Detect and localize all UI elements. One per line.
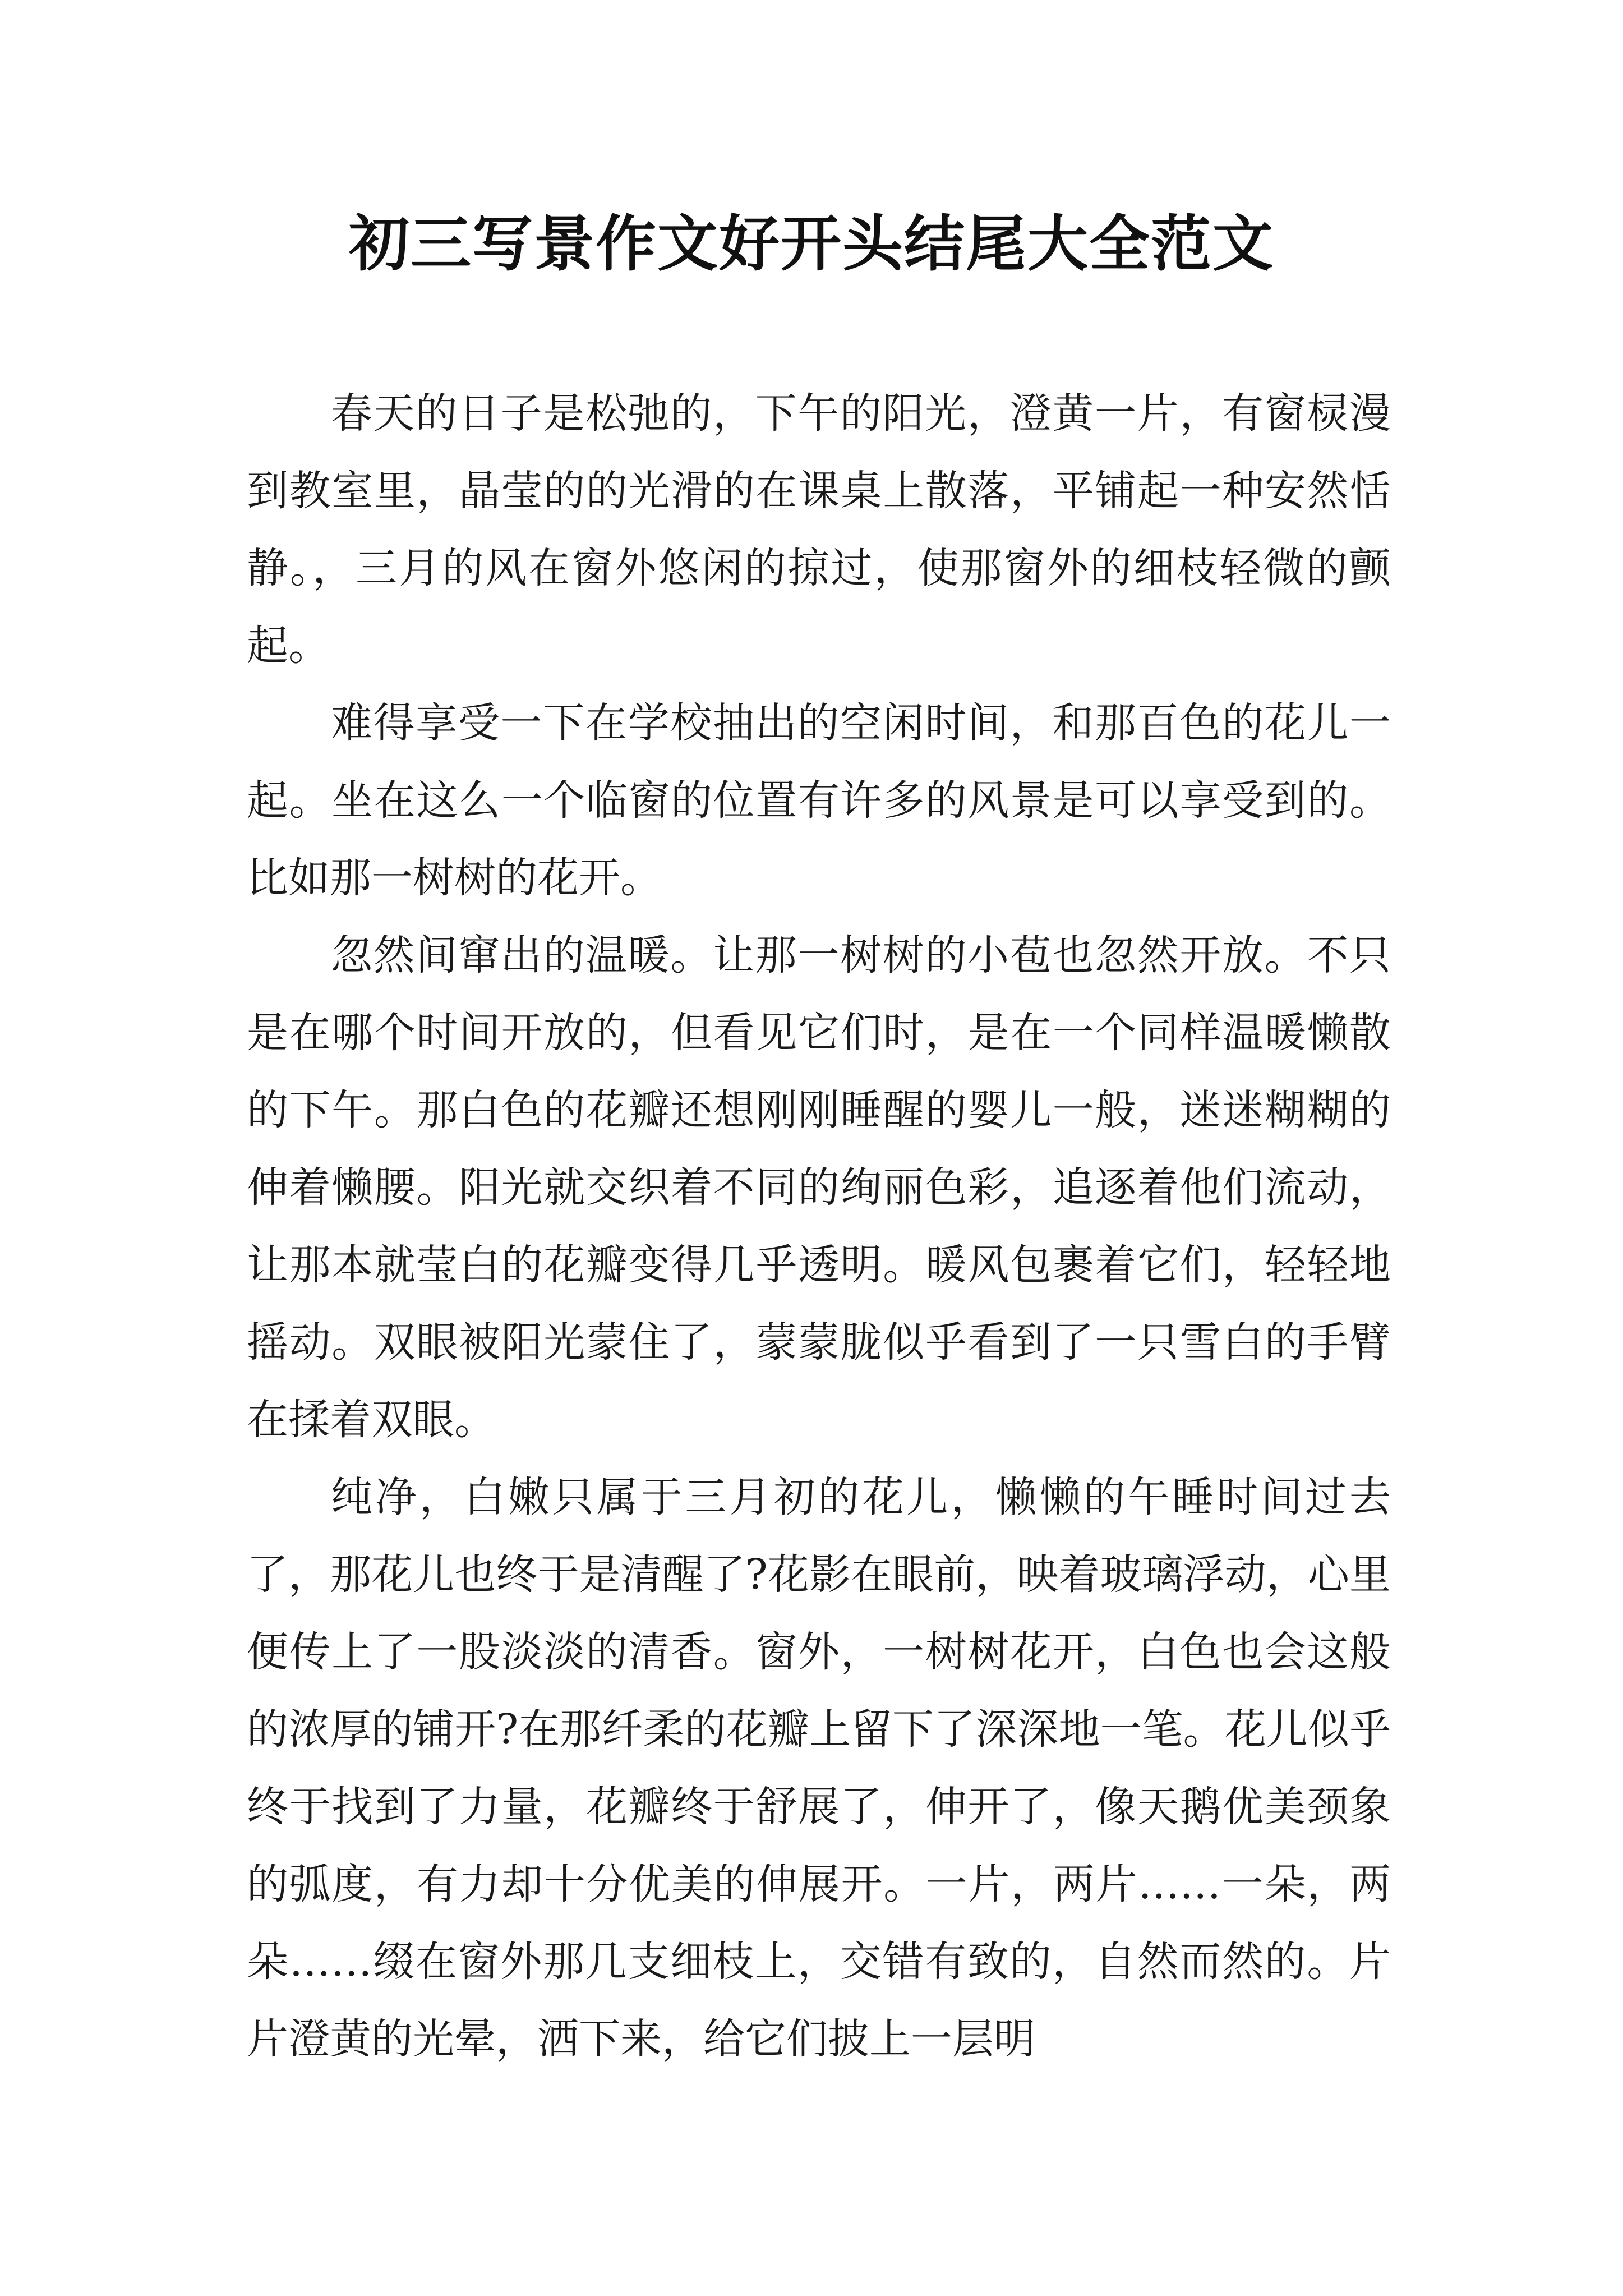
paragraph-3: 忽然间窜出的温暖。让那一树树的小苞也忽然开放。不只是在哪个时间开放的，但看见它们时，是在一个同样温暖懒散的下午。那白色的花瓣还想刚刚睡醒的婴儿一般，迷迷糊糊的伸着懒腰。阳光就交织着不同的绚丽色彩，追逐着他们流动，让那本就莹白的花瓣变得几乎透明。暖风包裹着它们，轻轻地摇动。双眼被阳光蒙住了，蒙蒙胧似乎看到了一只雪白的手臂在揉着双眼。 [247, 931, 1391, 1444]
paragraph-1: 春天的日子是松弛的，下午的阳光，澄黄一片，有窗棂漫到教室里，晶莹的的光滑的在课桌上散落，平铺起一种安然恬静。，三月的风在窗外悠闲的掠过，使那窗外的细枝轻微的颤起。 [247, 389, 1391, 670]
paragraph-2: 难得享受一下在学校抽出的空闲时间，和那百色的花儿一起。坐在这么一个临窗的位置有许多的风景是可以享受到的。比如那一树树的花开。 [247, 699, 1391, 902]
paragraph-4: 纯净，白嫩只属于三月初的花儿，懒懒的午睡时间过去了，那花儿也终于是清醒了?花影在眼前，映着玻璃浮动，心里便传上了一股淡淡的清香。窗外，一树树花开，白色也会这般的浓厚的铺开?在那纤柔的花瓣上留下了深深地一笔。花儿似乎终于找到了力量，花瓣终于舒展了，伸开了，像天鹅优美颈象的弧度，有力却十分优美的伸展开。一片，两片……一朵，两朵……缀在窗外那几支细枝上，交错有致的，自然而然的。片片澄黄的光晕，洒下来，给它们披上一层明 [247, 1473, 1391, 2063]
document-body [247, 375, 1391, 2078]
page-title: 初三写景作文好开头结尾大全范文 [348, 209, 1274, 279]
